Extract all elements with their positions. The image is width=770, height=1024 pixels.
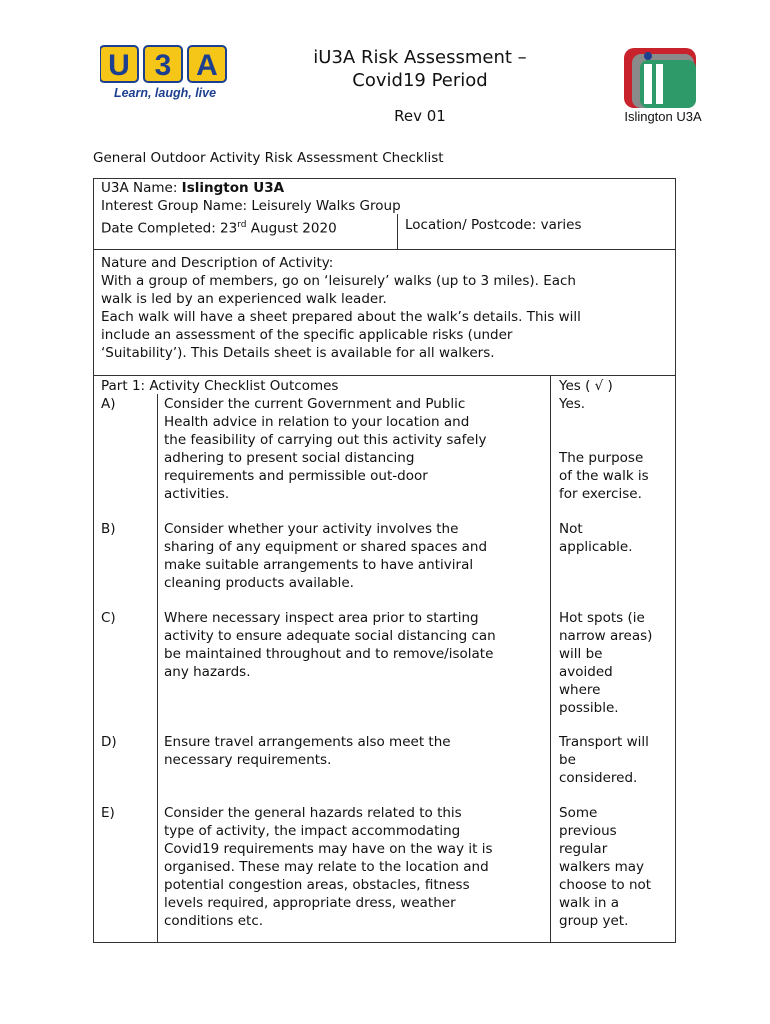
row-b-id: B)	[101, 521, 116, 537]
interest-group-row: Interest Group Name: Leisurely Walks Group	[101, 198, 401, 214]
divider	[157, 394, 158, 943]
u3a-name-row	[101, 179, 284, 197]
u3a-name-value: Islington U3A	[181, 180, 285, 196]
svg-text:A: A	[196, 49, 218, 82]
location-postcode: Location/ Postcode: varies	[405, 217, 582, 233]
divider	[94, 249, 675, 250]
iu3a-logo	[622, 44, 702, 110]
checklist-table	[93, 178, 676, 943]
row-a-answer: The purpose of the walk is for exercise.	[559, 450, 649, 502]
title-line-2: Covid19 Period	[352, 70, 488, 91]
checklist-heading: Part 1: Activity Checklist Outcomes	[101, 378, 339, 394]
date-suffix: rd	[237, 220, 247, 230]
date-completed	[101, 216, 337, 238]
document-subtitle: General Outdoor Activity Risk Assessment Checklist	[93, 150, 444, 166]
row-e-text: Consider the general hazards related to this type of activity, the impact accommodating Covid19 requirements may have on the way it is organised. These may relate to the location and potential congestion areas, obstacles, fitness levels required, appropriate dress, weather conditions etc.	[164, 805, 493, 929]
title-line-1: iU3A Risk Assessment –	[313, 47, 527, 68]
row-a-answer-top: Yes.	[559, 396, 586, 412]
row-a-id: A)	[101, 396, 116, 412]
date-rest: August 2020	[246, 220, 337, 237]
u3a-tagline: Learn, laugh, live	[113, 86, 217, 100]
row-b-text: Consider whether your activity involves the sharing of any equipment or shared spaces and make suitable arrangements to have antiviral cleaning products available.	[164, 521, 488, 591]
nature-heading: Nature and Description of Activity:	[101, 255, 334, 271]
divider	[94, 375, 675, 376]
revision: Rev 01	[394, 107, 446, 125]
date-label: Date Completed: 23	[101, 220, 238, 237]
row-c-answer: Hot spots (ie narrow areas) will be avoided where possible.	[559, 610, 653, 716]
svg-text:U: U	[108, 49, 130, 82]
divider	[397, 214, 398, 249]
row-d-id: D)	[101, 734, 117, 750]
row-e-answer: Some previous regular walkers may choose to not walk in a group yet.	[559, 805, 652, 929]
row-a-text: Consider the current Government and Public Health advice in relation to your location and the feasibility of carrying out this activity safely adhering to present social distancing requirements and permissible out-door activities.	[164, 396, 487, 502]
svg-text:3: 3	[154, 49, 172, 82]
u3a-name-label: U3A Name:	[101, 180, 182, 196]
row-c-id: C)	[101, 610, 116, 626]
row-b-answer: Not applicable.	[559, 521, 633, 555]
page-title	[250, 46, 590, 92]
row-d-text: Ensure travel arrangements also meet the necessary requirements.	[164, 734, 451, 768]
row-c-text: Where necessary inspect area prior to starting activity to ensure adequate social distancing can be maintained throughout and to remove/isolate any hazards.	[164, 610, 496, 680]
nature-description: With a group of members, go on ‘leisurely’ walks (up to 3 miles). Each walk is led by an experienced walk leader. Each walk will have a sheet prepared about the walk’s details. This will include an assessment of the specific applicable risks (under ‘Suitability’). This Details sheet is available for all walkers.	[101, 273, 581, 361]
row-e-id: E)	[101, 805, 115, 821]
yes-column-heading: Yes ( √ )	[559, 378, 613, 394]
row-d-answer: Transport will be considered.	[559, 734, 649, 786]
org-caption: Islington U3A	[624, 109, 702, 124]
divider	[550, 375, 551, 943]
